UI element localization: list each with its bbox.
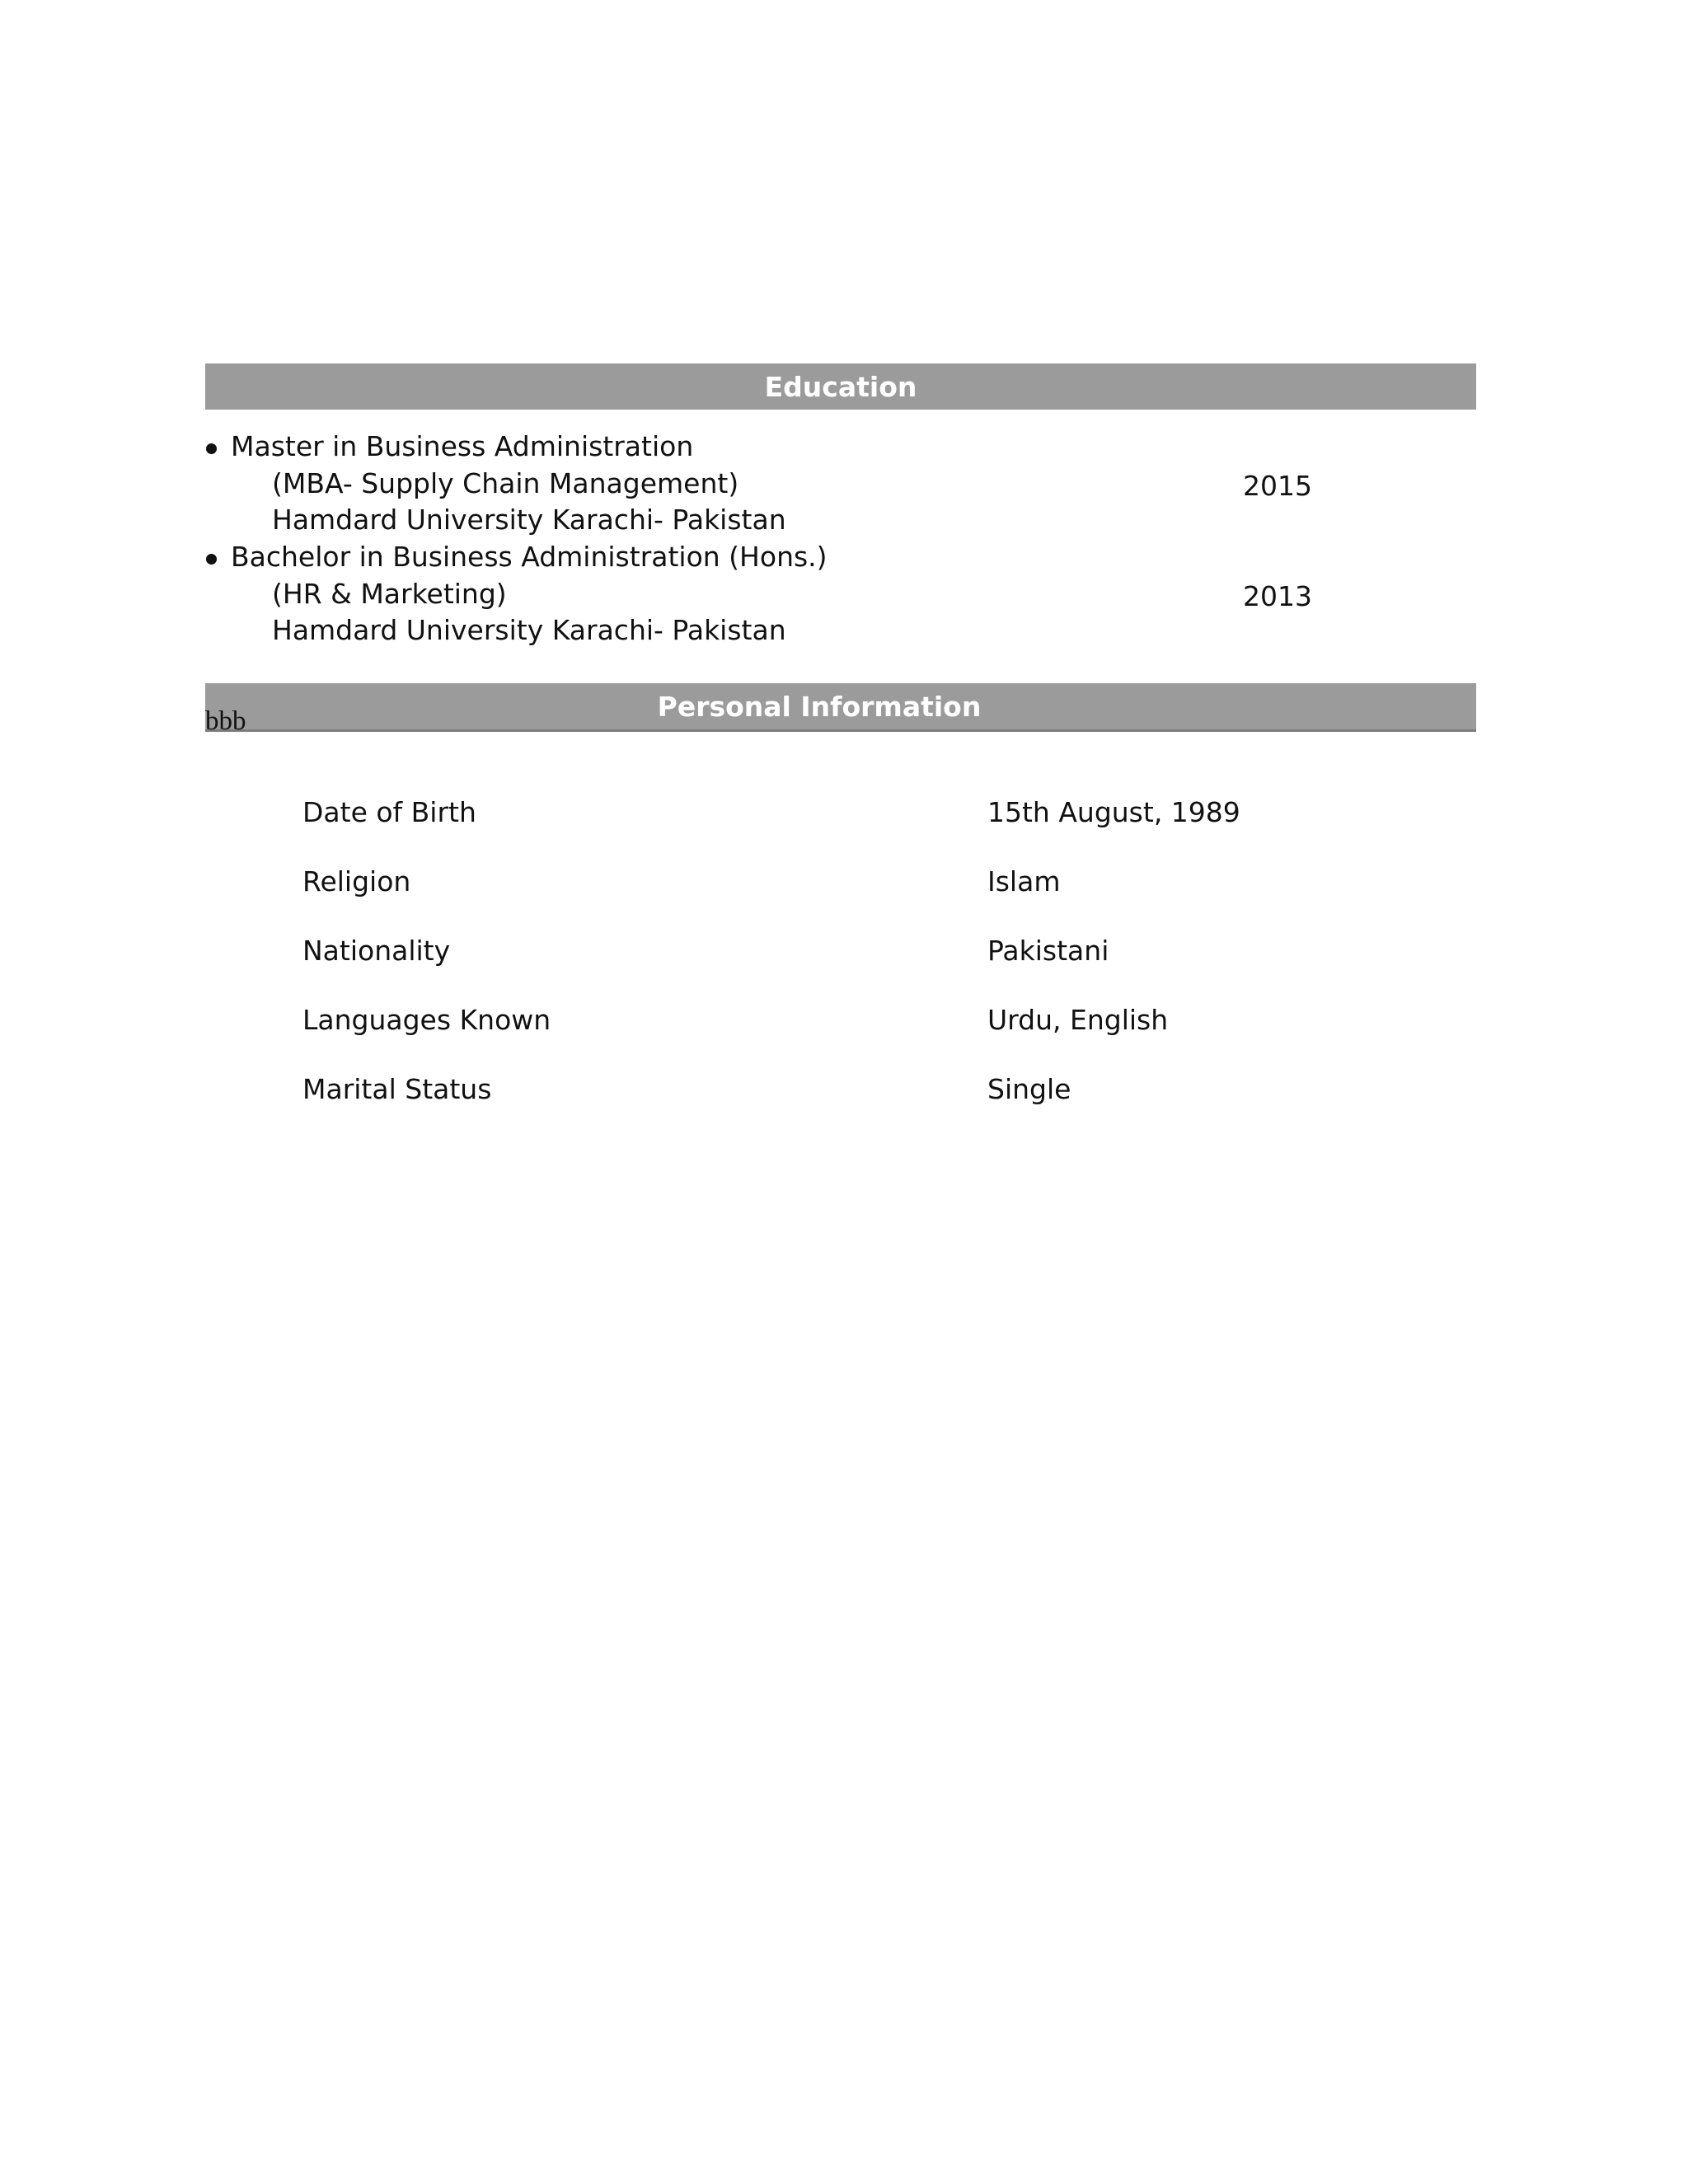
education-specialization: (MBA- Supply Chain Management) — [272, 467, 739, 499]
bullet-icon — [206, 554, 217, 565]
personal-info-value: Islam — [987, 865, 1061, 898]
education-heading: Education — [764, 371, 917, 403]
personal-info-value: 15th August, 1989 — [987, 796, 1240, 828]
education-degree: Bachelor in Business Administration (Hons.) — [231, 541, 828, 573]
education-year: 2015 — [1243, 470, 1312, 502]
education-degree: Master in Business Administration — [231, 430, 694, 462]
personal-info-label: Marital Status — [302, 1073, 492, 1105]
education-year: 2013 — [1243, 580, 1312, 612]
personal-info-value: Single — [987, 1073, 1071, 1105]
personal-info-value: Urdu, English — [987, 1004, 1169, 1036]
personal-info-value: Pakistani — [987, 935, 1109, 967]
education-header-band — [205, 363, 1476, 410]
education-institution: Hamdard University Karachi- Pakistan — [272, 504, 786, 536]
personal-info-label: Languages Known — [302, 1004, 551, 1036]
bullet-icon — [206, 443, 217, 454]
personal-info-label: Date of Birth — [302, 796, 476, 828]
personal-info-label: Religion — [302, 865, 411, 898]
stray-text: bbb — [205, 706, 246, 736]
education-institution: Hamdard University Karachi- Pakistan — [272, 614, 786, 646]
education-specialization: (HR & Marketing) — [272, 578, 507, 610]
personal-info-label: Nationality — [302, 935, 451, 967]
personal-info-header-band — [205, 683, 1476, 732]
personal-info-heading: Personal Information — [657, 691, 982, 723]
